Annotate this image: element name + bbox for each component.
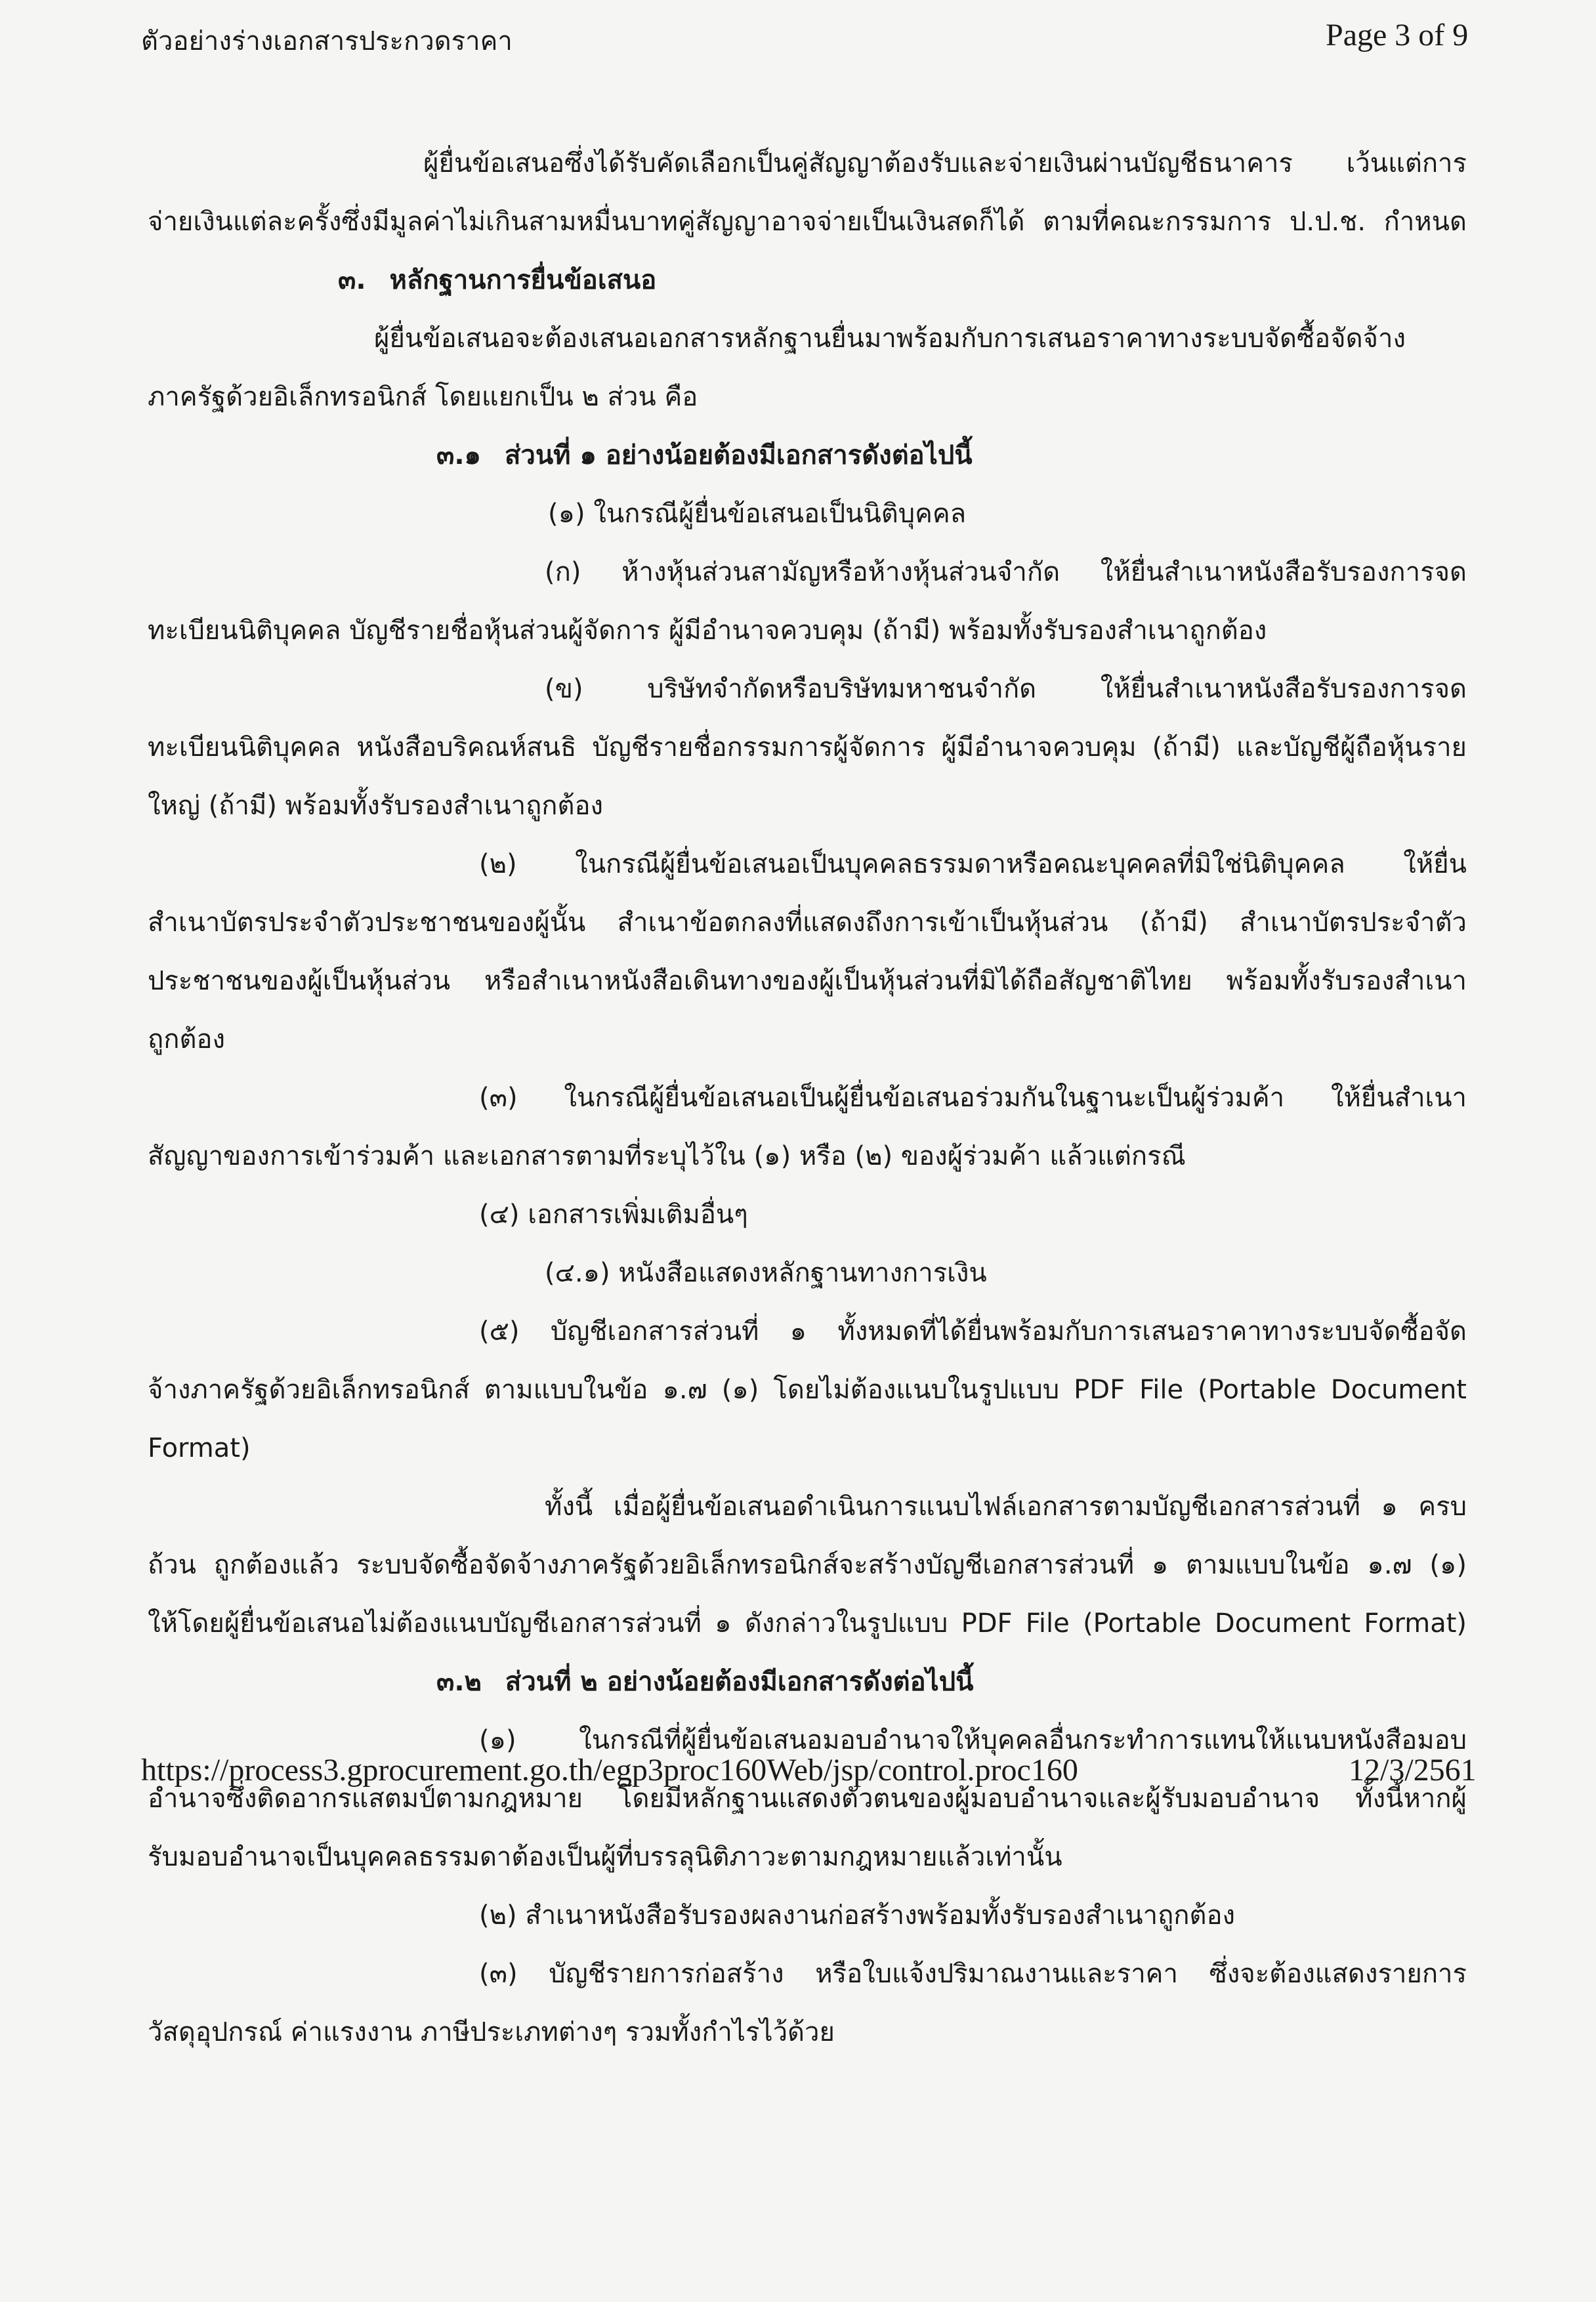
paragraph-line: จ้างภาครัฐด้วยอิเล็กทรอนิกส์ ตามแบบในข้อ ๑.๗ (๑) โดยไม่ต้องแนบในรูปแบบ PDF File (Portable Document xyxy=(148,1375,1467,1405)
subsection-number: ๓.๑ xyxy=(436,440,481,471)
section-number: ๓. xyxy=(338,265,366,295)
paragraph-line: ถ้วน ถูกต้องแล้ว ระบบจัดซื้อจัดจ้างภาครัฐด้วยอิเล็กทรอนิกส์จะสร้างบัญชีเอกสารส่วนที่ ๑ ตามแบบในข้อ ๑.๗ (๑) xyxy=(148,1550,1467,1580)
list-item: (๑) ในกรณีที่ผู้ยื่นข้อเสนอมอบอำนาจให้บุคคลอื่นกระทำการแทนให้แนบหนังสือมอบ xyxy=(479,1725,1467,1755)
paragraph-line: ภาครัฐด้วยอิเล็กทรอนิกส์ โดยแยกเป็น ๒ ส่วน คือ xyxy=(148,382,698,412)
list-item: (๒) สำเนาหนังสือรับรองผลงานก่อสร้างพร้อมทั้งรับรองสำเนาถูกต้อง xyxy=(479,1900,1236,1931)
paragraph-line: สัญญาของการเข้าร่วมค้า และเอกสารตามที่ระบุไว้ใน (๑) หรือ (๒) ของผู้ร่วมค้า แล้วแต่กรณี xyxy=(148,1141,1186,1171)
paragraph-line: ทะเบียนนิติบุคคล บัญชีรายชื่อหุ้นส่วนผู้จัดการ ผู้มีอำนาจควบคุม (ถ้ามี) พร้อมทั้งรับรองสำเนาถูกต้อง xyxy=(148,616,1267,646)
subsection-heading xyxy=(148,1653,1467,1711)
list-item: (๕) บัญชีเอกสารส่วนที่ ๑ ทั้งหมดที่ได้ยื่นพร้อมกับการเสนอราคาทางระบบจัดซื้อจัด xyxy=(479,1316,1467,1347)
paragraph-line: สำเนาบัตรประจำตัวประชาชนของผู้นั้น สำเนาข้อตกลงที่แสดงถึงการเข้าเป็นหุ้นส่วน (ถ้ามี) สำเนาบัตรประจำตัว xyxy=(148,908,1467,938)
list-item: (ก) ห้างหุ้นส่วนสามัญหรือห้างหุ้นส่วนจำกัด ให้ยื่นสำเนาหนังสือรับรองการจด xyxy=(545,557,1467,587)
list-item: (๓) บัญชีรายการก่อสร้าง หรือใบแจ้งปริมาณงานและราคา ซึ่งจะต้องแสดงรายการ xyxy=(479,1959,1467,1989)
paragraph-line: ให้โดยผู้ยื่นข้อเสนอไม่ต้องแนบบัญชีเอกสารส่วนที่ ๑ ดังกล่าวในรูปแบบ PDF File (Portable Document Format) xyxy=(148,1608,1467,1639)
paragraph-line: ใหญ่ (ถ้ามี) พร้อมทั้งรับรองสำเนาถูกต้อง xyxy=(148,791,604,821)
paragraph-line: ประชาชนของผู้เป็นหุ้นส่วน หรือสำเนาหนังสือเดินทางของผู้เป็นหุ้นส่วนที่มิได้ถือสัญชาติไทย พร้อมทั้งรับรองสำเนา xyxy=(148,966,1467,996)
paragraph-line: จ่ายเงินแต่ละครั้งซึ่งมีมูลค่าไม่เกินสามหมื่นบาทคู่สัญญาอาจจ่ายเป็นเงินสดก็ได้ ตามที่คณะกรรมการ ป.ป.ช. กำหนด xyxy=(148,207,1467,237)
list-item: (๒) ในกรณีผู้ยื่นข้อเสนอเป็นบุคคลธรรมดาหรือคณะบุคคลที่มิใช่นิติบุคคล ให้ยื่น xyxy=(479,849,1467,879)
paragraph-line: รับมอบอำนาจเป็นบุคคลธรรมดาต้องเป็นผู้ที่บรรลุนิติภาวะตามกฎหมายแล้วเท่านั้น xyxy=(148,1842,1062,1872)
subsection-title: ส่วนที่ ๑ อย่างน้อยต้องมีเอกสารดังต่อไปนี้ xyxy=(504,440,973,471)
paragraph-line: ทะเบียนนิติบุคคล หนังสือบริคณห์สนธิ บัญชีรายชื่อกรรมการผู้จัดการ ผู้มีอำนาจควบคุม (ถ้ามี) และบัญชีผู้ถือหุ้นราย xyxy=(148,732,1467,763)
paragraph-line: Format) xyxy=(148,1433,251,1463)
paragraph-line: ผู้ยื่นข้อเสนอจะต้องเสนอเอกสารหลักฐานยื่นมาพร้อมกับการเสนอราคาทางระบบจัดซื้อจัดจ้าง xyxy=(374,324,1406,354)
page-number: Page 3 of 9 xyxy=(1326,18,1469,52)
paragraph-line: วัสดุอุปกรณ์ ค่าแรงงาน ภาษีประเภทต่างๆ รวมทั้งกำไรไว้ด้วย xyxy=(148,2017,835,2047)
footer-date: 12/3/2561 xyxy=(1349,1753,1477,1788)
list-item: (๑) ในกรณีผู้ยื่นข้อเสนอเป็นนิติบุคคล xyxy=(548,499,967,529)
list-item: (๓) ในกรณีผู้ยื่นข้อเสนอเป็นผู้ยื่นข้อเสนอร่วมกันในฐานะเป็นผู้ร่วมค้า ให้ยื่นสำเนา xyxy=(479,1083,1467,1113)
list-item: (๔.๑) หนังสือแสดงหลักฐานทางการเงิน xyxy=(545,1258,987,1288)
paragraph-line: ผู้ยื่นข้อเสนอซึ่งได้รับคัดเลือกเป็นคู่สัญญาต้องรับและจ่ายเงินผ่านบัญชีธนาคาร เว้นแต่การ xyxy=(423,148,1467,178)
section-heading xyxy=(148,251,1467,310)
paragraph-line: ถูกต้อง xyxy=(148,1024,225,1055)
list-item: (ข) บริษัทจำกัดหรือบริษัทมหาชนจำกัด ให้ยื่นสำเนาหนังสือรับรองการจด xyxy=(545,674,1467,704)
footer-url: https://process3.gprocurement.go.th/egp3proc160Web/jsp/control.proc160 xyxy=(141,1753,1078,1788)
subsection-title: ส่วนที่ ๒ อย่างน้อยต้องมีเอกสารดังต่อไปนี้ xyxy=(505,1667,974,1697)
paragraph-line: อำนาจซึ่งติดอากรแสตมป์ตามกฎหมาย โดยมีหลักฐานแสดงตัวตนของผู้มอบอำนาจและผู้รับมอบอำนาจ ทั้งนี้หากผู้ xyxy=(148,1784,1467,1814)
subsection-heading xyxy=(148,427,1467,485)
list-item: (๔) เอกสารเพิ่มเติมอื่นๆ xyxy=(479,1200,748,1230)
paragraph-line: ทั้งนี้ เมื่อผู้ยื่นข้อเสนอดำเนินการแนบไฟล์เอกสารตามบัญชีเอกสารส่วนที่ ๑ ครบ xyxy=(545,1492,1467,1522)
document-title: ตัวอย่างร่างเอกสารประกวดราคา xyxy=(141,26,513,56)
subsection-number: ๓.๒ xyxy=(436,1667,482,1697)
section-title: หลักฐานการยื่นข้อเสนอ xyxy=(389,265,657,295)
